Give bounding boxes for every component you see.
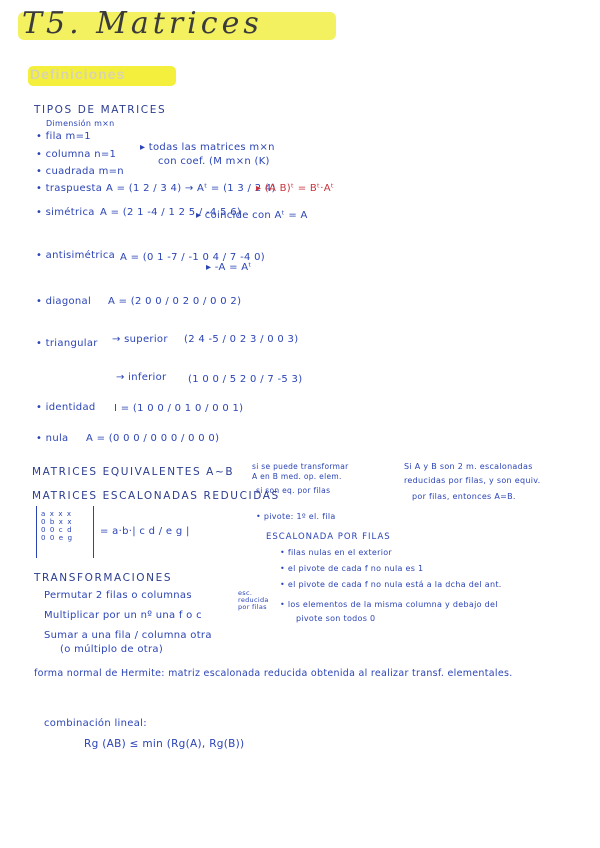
equivalentes-right-3: por filas, entonces A=B. [412,492,516,501]
dimension-note: Dimensión m×n [46,119,115,128]
superior-equation: (2 4 -5 / 0 2 3 / 0 0 3) [184,334,299,345]
columna-item: • columna n=1 [36,149,117,160]
diagonal-label: • diagonal [36,296,92,307]
escalonada-rule-1: • filas nulas en el exterior [280,548,393,557]
traspuesta-label: • traspuesta [36,183,103,194]
diagonal-equation: A = (2 0 0 / 0 2 0 / 0 0 2) [108,296,242,307]
transformacion-1: Permutar 2 filas o columnas [44,590,192,601]
escalonada-rule-2: • el pivote de cada f no nula es 1 [280,564,424,573]
nula-label: • nula [36,433,69,444]
simetrica-label: • simétrica [36,207,95,218]
fila-item: • fila m=1 [36,131,91,142]
equivalentes-cond-2: A en B med. op. elem. [252,472,342,481]
determinant-matrix: a x x x 0 b x x 0 0 c d 0 0 e g [36,506,94,558]
transformaciones-side-note: esc. reducida por filas [238,589,269,611]
transformaciones-heading: TRANSFORMACIONES [34,572,173,584]
determinant-result: = a·b·| c d / e g | [100,526,190,537]
equivalentes-right-2: reducidas por filas, y son equiv. [404,476,541,485]
page-title: T5. Matrices [22,6,263,41]
nula-equation: A = (0 0 0 / 0 0 0 / 0 0 0) [86,433,220,444]
superior-label: → superior [112,334,168,345]
transformacion-2: Multiplicar por un nº una f o c [44,610,202,621]
escalonada-heading: ESCALONADA POR FILAS [266,532,391,542]
identidad-equation: I = (1 0 0 / 0 1 0 / 0 0 1) [114,403,244,414]
escalonada-rule-4: • los elementos de la misma columna y debajo del [280,600,498,609]
simetrica-note: ▸ coincide con Aᵗ = A [196,210,308,221]
combinacion-heading: combinación lineal: [44,718,147,729]
tipos-heading: TIPOS DE MATRICES [34,104,167,116]
traspuesta-property: ▸ (A B)ᵗ = Bᵗ·Aᵗ [256,183,335,194]
todas-note: ▸ todas las matrices m×n [140,142,275,153]
triangular-label: • triangular [36,338,98,349]
rank-formula: Rg (AB) ≤ min (Rg(A), Rg(B)) [84,738,245,750]
simetrica-equation: A = (2 1 -4 / 1 2 5 / -4 5 6) [100,207,242,218]
equivalentes-cond-1: si se puede transformar [252,462,349,471]
escalonada-rule-3: • el pivote de cada f no nula está a la dcha del ant. [280,580,502,589]
traspuesta-equation: A = (1 2 / 3 4) → Aᵗ = (1 3 / 2 4) [106,183,276,194]
antisimetrica-note: ▸ -A = Aᵗ [206,262,252,273]
identidad-label: • identidad [36,402,96,413]
inferior-equation: (1 0 0 / 5 2 0 / 7 -5 3) [188,374,303,385]
todas-note-2: con coef. (M m×n (K) [158,156,270,167]
transformacion-3: Sumar a una fila / columna otra [44,630,212,641]
escalonadas-heading: MATRICES ESCALONADAS REDUCIDAS [32,490,280,502]
hermite-definition: forma normal de Hermite: matriz escalonada reducida obtenida al realizar transf. elementales. [34,668,513,679]
inferior-label: → inferior [116,372,167,383]
transformacion-4: (o múltiplo de otra) [60,644,164,655]
cuadrada-item: • cuadrada m=n [36,166,124,177]
pivote-note: • pivote: 1º el. fila [256,512,336,521]
antisimetrica-label: • antisimétrica [36,250,116,261]
antisimetrica-equation: A = (0 1 -7 / -1 0 4 / 7 -4 0) [120,252,265,263]
equivalentes-right-1: Si A y B son 2 m. escalonadas [404,462,533,471]
equivalentes-cond-3: si son eq. por filas [256,486,331,495]
section-subtitle: Definiciones [30,66,126,82]
escalonada-rule-5: pivote son todos 0 [296,614,376,623]
equivalentes-heading: MATRICES EQUIVALENTES A~B [32,466,235,478]
